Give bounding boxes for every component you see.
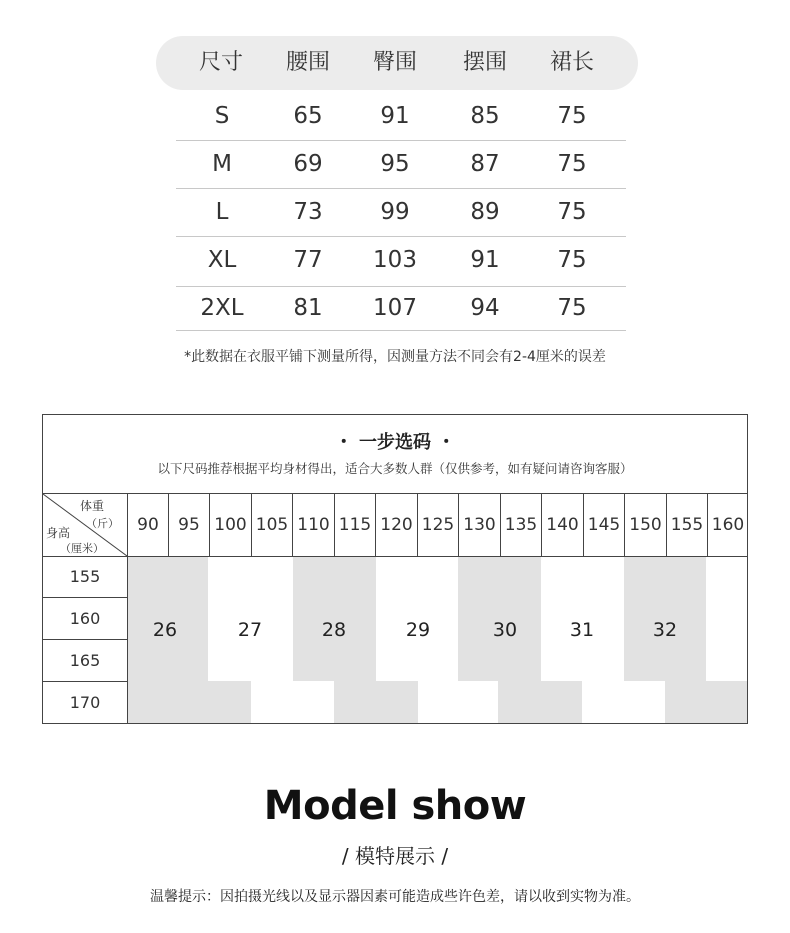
- weight-cell: 160: [711, 515, 745, 535]
- table-row: [176, 284, 626, 332]
- weight-cell: 110: [297, 515, 330, 535]
- header-hip: 臀围: [372, 50, 417, 75]
- size-recommendation: 27: [237, 619, 263, 641]
- cell-hip: 107: [373, 295, 417, 321]
- weight-cell: 125: [421, 515, 455, 535]
- cell-length: 75: [557, 199, 587, 225]
- weight-cell: 95: [178, 515, 200, 535]
- shade-block: [127, 681, 251, 723]
- cell-size: 2XL: [200, 295, 244, 321]
- cell-hem: 89: [470, 199, 500, 225]
- weight-cell: 150: [629, 515, 662, 535]
- cell-waist: 69: [293, 151, 323, 177]
- cell-hip: 91: [380, 103, 410, 129]
- size-recommendation: 29: [405, 619, 431, 641]
- weight-cell: 130: [463, 515, 496, 535]
- shade-block: [498, 681, 582, 723]
- cell-hip: 95: [380, 151, 410, 177]
- guide-title: ・ 一步选码 ・: [334, 432, 456, 453]
- cell-waist: 81: [293, 295, 323, 321]
- cell-hem: 94: [470, 295, 500, 321]
- table-row: [176, 140, 626, 188]
- model-show-title: Model show: [263, 783, 527, 829]
- cell-size: S: [214, 103, 230, 129]
- weight-cell: 135: [504, 515, 538, 535]
- measurement-note: *此数据在衣服平铺下测量所得，因测量方法不同会有2-4厘米的误差: [184, 349, 606, 365]
- corner-height-label: 身高: [46, 526, 71, 540]
- cell-length: 75: [557, 103, 587, 129]
- table-row: [176, 188, 626, 236]
- weight-cell: 100: [214, 515, 247, 535]
- corner-height-unit: （厘米）: [60, 542, 104, 555]
- cell-waist: 77: [293, 247, 323, 273]
- cell-size: L: [215, 199, 229, 225]
- size-recommendation: 26: [152, 619, 178, 641]
- cell-length: 75: [557, 247, 587, 273]
- weight-cell: 140: [546, 515, 579, 535]
- shade-block: [665, 681, 747, 723]
- row-divider: [176, 330, 626, 331]
- weight-cell: 115: [338, 515, 372, 535]
- cell-waist: 65: [293, 103, 323, 129]
- weight-cell: 120: [380, 515, 413, 535]
- size-table-header: [156, 36, 638, 90]
- cell-hip: 99: [380, 199, 410, 225]
- guide-subtitle: 以下尺码推荐根据平均身材得出，适合大多数人群（仅供参考，如有疑问请咨询客服）: [157, 461, 633, 476]
- cell-hem: 87: [470, 151, 500, 177]
- model-show-subtitle: / 模特展示 /: [341, 844, 449, 868]
- cell-length: 75: [557, 151, 587, 177]
- height-cell: 170: [69, 693, 101, 712]
- table-row: [176, 236, 626, 284]
- cell-size: XL: [207, 247, 237, 273]
- weight-cell: 105: [255, 515, 289, 535]
- shade-block: [334, 681, 418, 723]
- size-recommendation: 28: [321, 619, 347, 641]
- cell-length: 75: [557, 295, 587, 321]
- grid-line: [42, 556, 748, 557]
- header-hem: 摆围: [462, 50, 507, 75]
- header-waist: 腰围: [285, 50, 330, 75]
- table-row: [176, 92, 626, 140]
- cell-size: M: [212, 151, 232, 177]
- height-cell: 155: [69, 567, 101, 586]
- size-recommendation: 31: [569, 619, 595, 641]
- cell-hem: 85: [470, 103, 500, 129]
- cell-hip: 103: [373, 247, 417, 273]
- corner-weight-unit: （斤）: [86, 517, 119, 530]
- color-tip: 温馨提示：因拍摄光线以及显示器因素可能造成些许色差，请以收到实物为准。: [150, 889, 640, 905]
- cell-waist: 73: [293, 199, 323, 225]
- corner-weight-label: 体重: [80, 499, 105, 513]
- size-recommendation: 32: [652, 619, 678, 641]
- weight-cell: 90: [137, 515, 159, 535]
- height-cell: 165: [69, 651, 101, 670]
- header-size: 尺寸: [198, 50, 243, 75]
- size-recommendation: 30: [492, 619, 518, 641]
- header-length: 裙长: [549, 50, 594, 75]
- cell-hem: 91: [470, 247, 500, 273]
- weight-cell: 155: [670, 515, 704, 535]
- weight-cell: 145: [587, 515, 621, 535]
- height-cell: 160: [69, 609, 101, 628]
